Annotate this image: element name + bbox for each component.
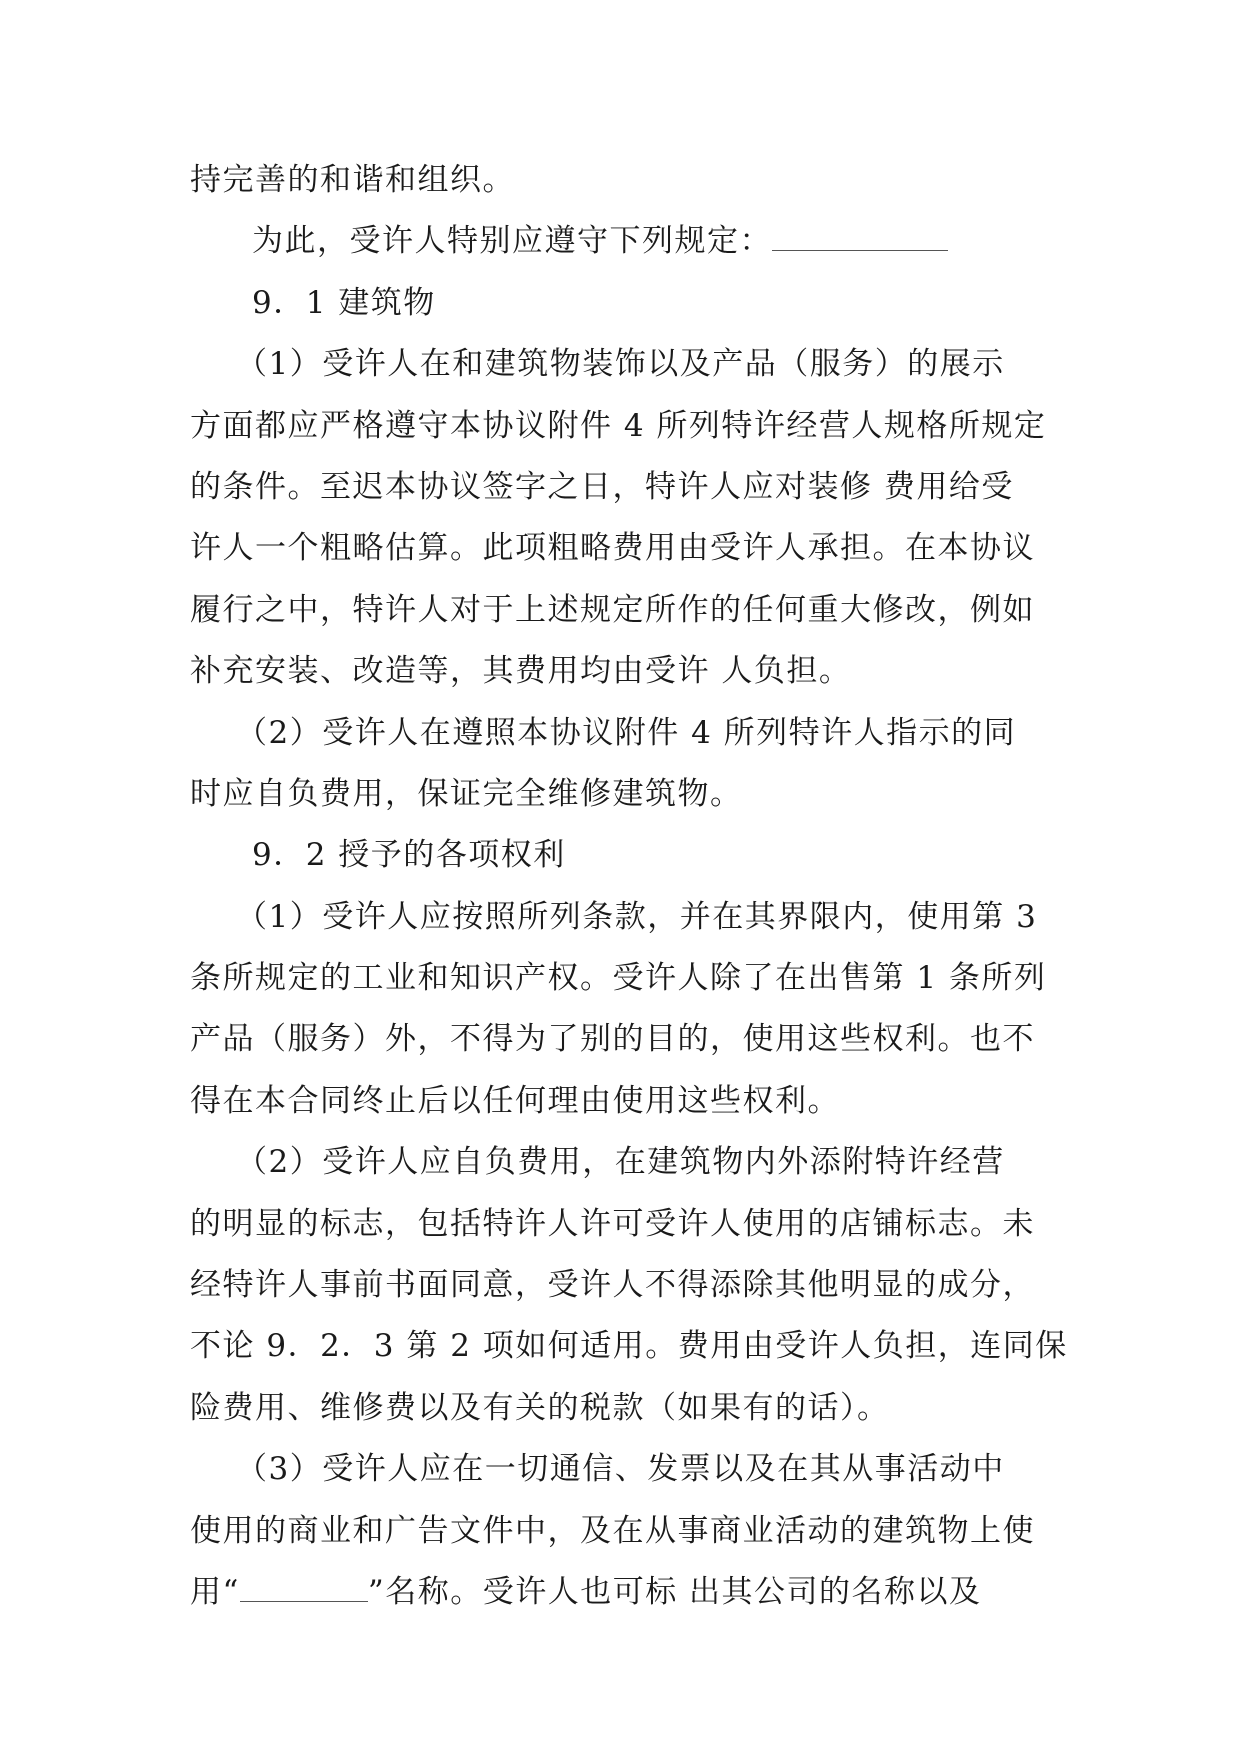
paragraph-line: 方面都应严格遵守本协议附件 4 所列特许经营人规格所规定	[190, 407, 1047, 444]
line-text: 用“	[190, 1573, 240, 1610]
paragraph-line: 不论 9．2．3 第 2 项如何适用。费用由受许人负担，连同保	[190, 1328, 1068, 1365]
section-heading: 9．1 建筑物	[252, 284, 436, 321]
line-text: ”名称。受许人也可标 出其公司的名称以及	[367, 1573, 982, 1610]
fill-in-blank	[240, 1579, 368, 1602]
paragraph-line: 的条件。至迟本协议签字之日，特许人应对装修 费用给受	[190, 468, 1014, 505]
paragraph-line: 得在本合同终止后以任何理由使用这些权利。	[190, 1082, 840, 1119]
paragraph-line: （3）受许人应在一切通信、发票以及在其从事活动中	[236, 1451, 1005, 1488]
paragraph-line: 持完善的和谐和组织。	[190, 162, 515, 198]
paragraph-line: （2）受许人在遵照本协议附件 4 所列特许人指示的同	[236, 714, 1017, 751]
paragraph-line: 履行之中，特许人对于上述规定所作的任何重大修改，例如	[190, 591, 1035, 628]
paragraph-line	[190, 211, 1052, 272]
paragraph-line: 许人一个粗略估算。此项粗略费用由受许人承担。在本协议	[190, 530, 1035, 567]
paragraph-line: 经特许人事前书面同意，受许人不得添除其他明显的成分，	[190, 1267, 1035, 1304]
paragraph-line	[190, 1562, 1052, 1623]
line-text: 为此，受许人特别应遵守下列规定：	[252, 223, 772, 260]
paragraph-line: （1）受许人应按照所列条款，并在其界限内，使用第 3	[236, 898, 1038, 935]
paragraph-line: 险费用、维修费以及有关的税款（如果有的话）。	[190, 1389, 890, 1426]
document-body	[190, 150, 1068, 1623]
paragraph-line: 的明显的标志，包括特许人许可受许人使用的店铺标志。未	[190, 1205, 1035, 1242]
paragraph-line: 补充安装、改造等，其费用均由受许 人负担。	[190, 653, 852, 690]
paragraph-line: 条所规定的工业和知识产权。受许人除了在出售第 1 条所列	[190, 960, 1047, 997]
paragraph-line: 使用的商业和广告文件中，及在从事商业活动的建筑物上使	[190, 1512, 1035, 1549]
paragraph-line: 时应自负费用，保证完全维修建筑物。	[190, 775, 743, 812]
paragraph-line: （2）受许人应自负费用，在建筑物内外添附特许经营	[236, 1144, 1005, 1181]
paragraph-line: （1）受许人在和建筑物装饰以及产品（服务）的展示	[236, 346, 1005, 383]
paragraph-line: 产品（服务）外，不得为了别的目的，使用这些权利。也不	[190, 1021, 1035, 1058]
fill-in-blank	[772, 228, 948, 251]
section-heading: 9．2 授予的各项权利	[252, 837, 566, 874]
